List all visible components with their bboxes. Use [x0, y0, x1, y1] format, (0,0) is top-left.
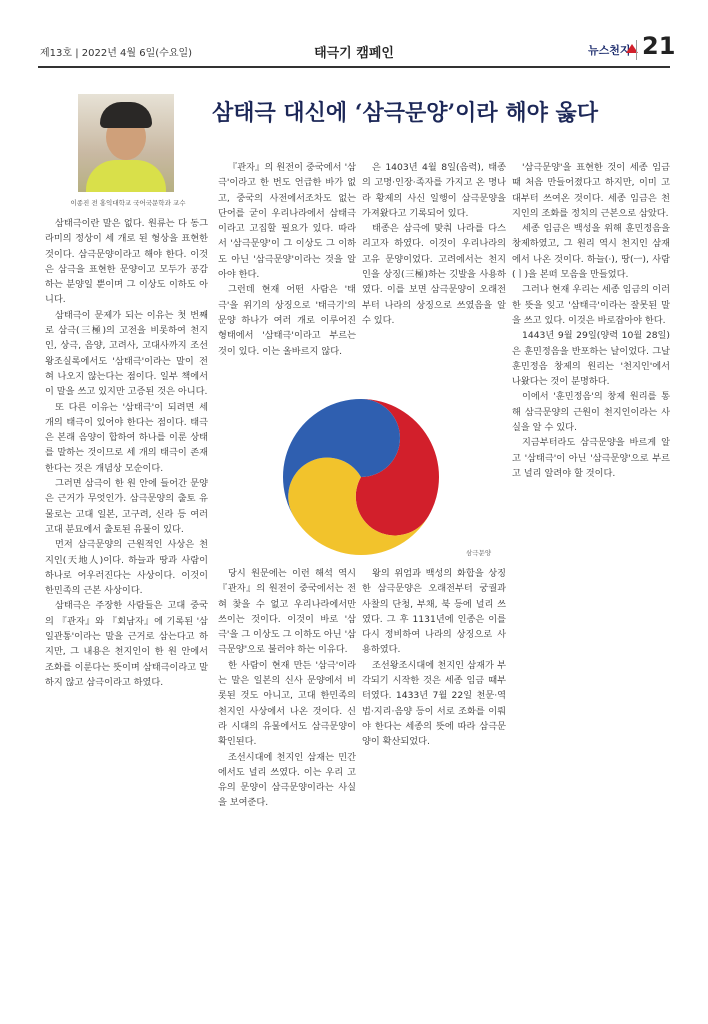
article-column-3-lower [362, 566, 506, 1006]
paragraph: 『관자』의 원전이 중국에서 '삼극'이라고 한 번도 언급한 바가 없고, 중국의 사전에서조차도 없는 단어를 굳이 우리나라에서 삼태극이라고 고집할 필요가 있다. 따라서 '삼극문양'이 그 이상도 그 이하도 아닌 '삼극문양'이라는 것을 알아야 한다. [218, 162, 356, 281]
paragraph: 삼태극은 주장한 사람들은 고대 중국의 『관자』와 『회남자』에 기록된 '삼일관통'이라는 말을 근거로 삼는다고 하지만, 그 내용은 천지인이 한 원 안에서 조화를 이룬다는 뜻이며 삼태극이라고 말하지 않고 삼극이라고 하였다. [45, 600, 208, 688]
paragraph: 은 1403년 4월 8일(음력), 태종의 고명·인장·족자를 가지고 온 명나라 황제의 사신 일행이 삼극문양을 가져왔다고 기록되어 있다. [362, 162, 506, 219]
paragraph: 1443년 9월 29일(양력 10월 28일)은 훈민정음을 반포하는 날이었다. 그날 훈민정음 창제의 원리는 '천지인'에서 나왔다는 것이 분명하다. [512, 330, 670, 388]
article-column-2 [218, 160, 356, 390]
header-divider [636, 40, 637, 60]
paragraph: 그러나 현재 우리는 세종 임금의 이러한 뜻을 잊고 '삼태극'이라는 잘못된 말을 쓰고 있다. 이것은 바로잡아야 한다. [512, 284, 670, 326]
paragraph: 세종 임금은 백성을 위해 훈민정음을 창제하였고, 그 원리 역시 천지인 삼재에서 나온 것이다. 하늘(·), 땅(ㅡ), 사람(ㅣ)을 본떠 모음을 만들었다. [512, 223, 670, 281]
paragraph: 왕의 위엄과 백성의 화합을 상징한 삼극문양은 오래전부터 궁궐과 사찰의 단청, 부채, 북 등에 널리 쓰였다. 그 후 1131년에 인종은 이를 다시 정비하여 나라의 상징으로 사용하였다. [362, 568, 506, 656]
paragraph: 먼저 삼극문양의 근원적인 사상은 천지인(天地人)이다. 하늘과 땅과 사람이 하나로 어우러진다는 사상이다. 이것이 한민족의 근본 사상이다. [45, 539, 208, 597]
issue-date: 제13호 | 2022년 4월 6일(수요일) [40, 48, 193, 59]
paragraph: 삼태극이 문제가 되는 이유는 첫 번째로 삼극(三極)의 고전을 비롯하여 천지인, 상극, 음양, 고려사, 고대사까지 조선왕조실록에서도 '삼태극'이라는 말이 전혀 나오지 않는다는 점이다. 일부 책에서 이 말을 쓰고 있지만 고증된 것은 아니다. [45, 309, 208, 398]
paragraph: 조선왕조시대에 천지인 삼재가 부각되기 시작한 것은 세종 임금 때부터였다. 1433년 7월 22일 천문·역법·지리·음양 등이 서로 조화를 이뤄야 한다는 세종의 뜻에 따라 삼극문양이 확산되었다. [362, 659, 506, 748]
paragraph: 조선시대에 천지인 삼재는 민간에서도 널리 쓰였다. 이는 우리 고유의 문양이 삼극문양이라는 사실을 보여준다. [218, 751, 356, 809]
paragraph: 이에서 '훈민정음'의 창제 원리를 통해 삼극문양의 근원이 천지인이라는 사실을 알 수 있다. [512, 391, 670, 434]
paragraph: 삼태극이란 말은 없다. 원류는 다 동그라미의 정상이 세 개로 된 형상을 표현한 것이다. 삼극문양이라고 해야 한다. 이것은 삼극을 표현한 문양이고 모두가 공감하는 분양일 뿐이며 그 이상도 이하도 아니다. [45, 218, 208, 306]
author-photo [78, 94, 174, 192]
article-column-4 [512, 160, 670, 1006]
paragraph: '삼극문양'을 표현한 것이 세종 임금 때 처음 만들어졌다고 하지만, 이미 고대부터 쓰여온 것이다. 세종 임금은 천지인의 조화를 정치의 근본으로 삼았다. [512, 162, 670, 219]
paragraph: 당시 원문에는 이런 해석 역시 『관자』의 원전이 중국에서는 전혀 찾을 수 없고 우리나라에서만 쓰이는 것이다. 이것이 바로 '삼극'을 그 이상도 그 이하도 아닌 '삼극문양'으로 불러야 하는 이유다. [218, 568, 356, 656]
paragraph: 태종은 삼극에 맞춰 나라를 다스리고자 하였다. 이것이 우리나라의 고유 문양이었다. 고려에서는 천지인을 상징(三極)하는 깃발을 사용하였다. 이를 보면 삼극문양이 오래전부터 나라의 상징으로 쓰였음을 알 수 있다. [362, 223, 506, 326]
article-column-1 [45, 216, 208, 1006]
article-column-2-lower [218, 566, 356, 1006]
section-title: 태극기 캠페인 [314, 46, 394, 61]
photo-caption: 이종진 전 홍익대학교 국어국문학과 교수 [70, 199, 186, 207]
samgeuk-pattern-illustration [218, 392, 504, 562]
page-number: 21 [642, 32, 676, 60]
header-rule [38, 66, 670, 68]
page-header [0, 0, 708, 68]
paragraph: 한 사람이 현재 만든 '삼극'이라는 말은 일본의 신사 문양에서 비롯된 것도 아니고, 고대 한민족의 천지인 사상에서 나온 것이다. 신라 시대의 유물에서도 삼극문양이 확인된다. [218, 659, 356, 748]
brand-name: 뉴스천지 [588, 44, 631, 57]
paragraph: 지금부터라도 삼극문양을 바르게 알고 '삼태극'이 아닌 '삼극문양'으로 부르고 널리 알려야 할 것이다. [512, 437, 670, 479]
paragraph: 또 다른 이유는 '삼태극'이 되려면 세 개의 태극이 있어야 한다는 점이다. 태극은 본래 음양이 합하여 하나를 이룬 상태를 말하는 것이므로 세 개의 태극이 존재한다는 것은 개념상 모순이다. [45, 401, 208, 474]
illustration-caption: 삼극문양 [466, 549, 492, 557]
paragraph: 그러면 삼극이 한 원 안에 들어간 문양은 근거가 무엇인가. 삼극문양의 출토 유물로는 고대 일본, 고구려, 신라 등 여러 고대 분묘에서 출토된 유물이 있다. [45, 478, 208, 535]
article-column-3 [362, 160, 506, 390]
article-headline: 삼태극 대신에 ‘삼극문양’이라 해야 옳다 [212, 100, 598, 126]
paragraph: 그런데 현재 어떤 사람은 '태극'을 위기의 상징으로 '태극기'의 문양 하나가 여러 개로 이루어진 형태에서 '삼태극'이라고 부르는 것이 있다. 이는 올바르지 않다. [218, 284, 356, 357]
